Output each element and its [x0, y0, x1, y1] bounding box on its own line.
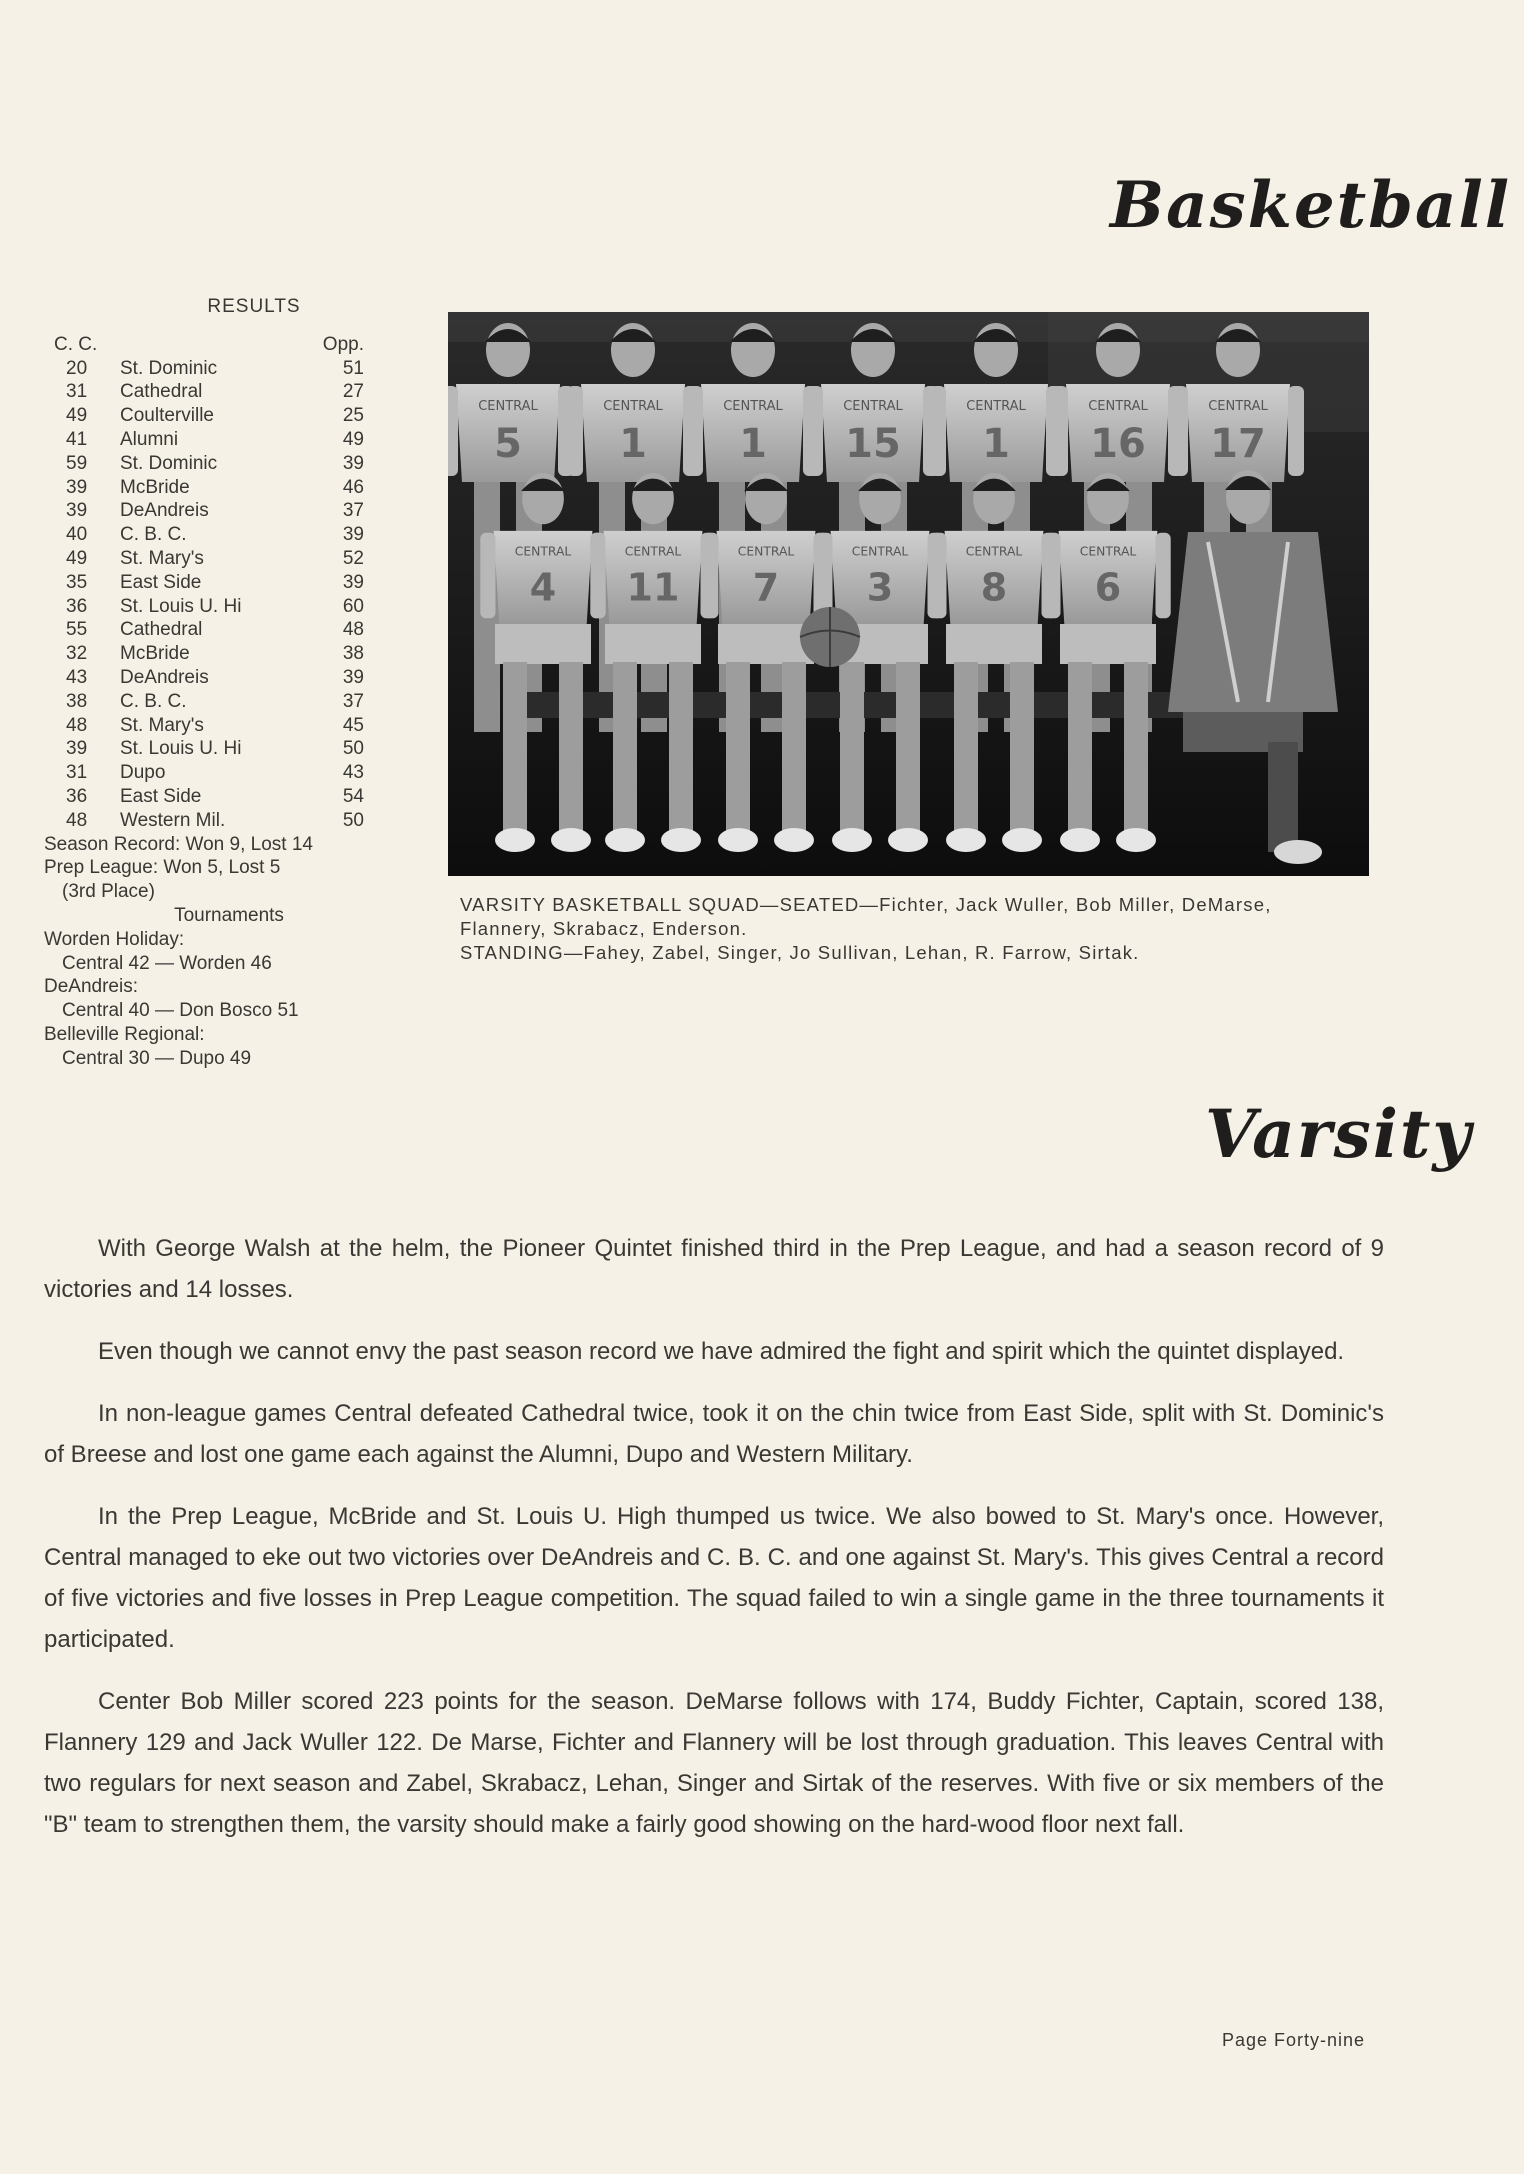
paragraph-1: With George Walsh at the helm, the Pioneer Quintet finished third in the Prep League, and had a season record of 9 victories and 14 losses. [44, 1235, 1384, 1303]
jersey-lettering: CENTRAL [624, 544, 682, 559]
jersey-number: 15 [845, 421, 901, 467]
central-score: 35 [66, 571, 88, 593]
jersey-lettering: CENTRAL [478, 399, 538, 414]
opponent-name: St. Louis U. Hi [120, 738, 242, 760]
tournament-2-name: DeAndreis: [44, 976, 138, 998]
game-row [44, 737, 364, 761]
central-score: 31 [66, 381, 88, 403]
jersey-lettering: CENTRAL [723, 399, 783, 414]
opponent-name: DeAndreis [120, 500, 209, 522]
prep-league-record: Prep League: Won 5, Lost 5 [44, 857, 281, 879]
opponent-score: 25 [342, 405, 364, 427]
caption-line-2: Flannery, Skrabacz, Enderson. [460, 918, 748, 939]
jersey-lettering: CENTRAL [1079, 544, 1137, 559]
central-score: 39 [66, 476, 88, 498]
opponent-name: East Side [120, 571, 202, 593]
opponent-name: McBride [120, 476, 190, 498]
game-row [44, 690, 364, 714]
opponent-name: St. Mary's [120, 714, 204, 736]
prep-league-place: (3rd Place) [62, 881, 155, 903]
paragraph-2: Even though we cannot envy the past season record we have admired the fight and spirit which the quintet displayed. [98, 1338, 1345, 1365]
game-row [44, 499, 364, 523]
opponent-score: 46 [342, 476, 364, 498]
tournament-1-result: Central 42 — Worden 46 [62, 952, 272, 974]
opponent-score: 54 [342, 785, 364, 807]
jersey-number: 1 [982, 421, 1010, 467]
opponent-score: 37 [342, 690, 364, 712]
team-photo [448, 312, 1369, 876]
central-score: 36 [66, 785, 88, 807]
team-photo-illustration [448, 312, 1369, 876]
opponent-name: Alumni [120, 428, 179, 450]
central-score: 41 [66, 428, 88, 450]
central-score: 39 [66, 500, 88, 522]
opponent-name: DeAndreis [120, 666, 209, 688]
cc-column-header: C. C. [54, 333, 98, 355]
game-row [44, 476, 364, 500]
jersey-lettering: CENTRAL [851, 544, 909, 559]
tournament-1-name: Worden Holiday: [44, 928, 185, 950]
tournament-3-result: Central 30 — Dupo 49 [62, 1047, 252, 1069]
central-score: 49 [66, 405, 88, 427]
jersey-lettering: CENTRAL [965, 544, 1023, 559]
jersey-lettering: CENTRAL [1088, 399, 1148, 414]
season-record: Season Record: Won 9, Lost 14 [44, 833, 313, 855]
jersey-lettering: CENTRAL [737, 544, 795, 559]
subsection-title: Varsity [1205, 1095, 1473, 1173]
paragraph-3: In non-league games Central defeated Cathedral twice, took it on the chin twice from East Side, split with St. Dominic's of Breese and lost one game each against the Alumni, Dupo and Western Military. [44, 1400, 1384, 1468]
opponent-score: 43 [342, 762, 364, 784]
jersey-number: 6 [1094, 565, 1122, 610]
jersey-number: 3 [866, 565, 894, 610]
section-title: Basketball [1110, 168, 1512, 243]
central-score: 31 [66, 762, 88, 784]
opponent-score: 37 [342, 500, 364, 522]
jersey-number: 17 [1210, 421, 1266, 467]
article-body [44, 1228, 1384, 1866]
jersey-number: 7 [752, 565, 780, 610]
opponent-name: St. Dominic [120, 357, 218, 379]
opponent-name: St. Louis U. Hi [120, 595, 242, 617]
game-row [44, 380, 364, 404]
game-row [44, 714, 364, 738]
game-row [44, 785, 364, 809]
opponent-score: 48 [342, 619, 364, 641]
jersey-lettering: CENTRAL [514, 544, 572, 559]
central-score: 38 [66, 690, 88, 712]
tournament-2-result: Central 40 — Don Bosco 51 [62, 1000, 299, 1022]
game-row [44, 571, 364, 595]
results-heading: RESULTS [207, 296, 301, 317]
jersey-lettering: CENTRAL [843, 399, 903, 414]
opponent-name: St. Mary's [120, 547, 204, 569]
central-score: 59 [66, 452, 88, 474]
jersey-number: 4 [529, 565, 557, 610]
opponent-score: 39 [342, 524, 364, 546]
results-column-headers [44, 333, 364, 357]
opponent-score: 60 [342, 595, 364, 617]
central-score: 32 [66, 643, 88, 665]
central-score: 40 [66, 524, 88, 546]
opponent-score: 52 [342, 547, 364, 569]
central-score: 55 [66, 619, 88, 641]
page-number: Page Forty-nine [1222, 2030, 1366, 2050]
opponent-name: East Side [120, 785, 202, 807]
opponent-score: 49 [342, 428, 364, 450]
game-row [44, 404, 364, 428]
opponent-score: 39 [342, 666, 364, 688]
central-score: 39 [66, 738, 88, 760]
game-row [44, 547, 364, 571]
central-score: 20 [66, 357, 88, 379]
opponent-score: 50 [342, 738, 364, 760]
game-row [44, 452, 364, 476]
tournament-3-name: Belleville Regional: [44, 1023, 205, 1045]
central-score: 48 [66, 809, 88, 831]
opponent-score: 39 [342, 452, 364, 474]
jersey-number: 8 [980, 565, 1008, 610]
opponent-score: 50 [342, 809, 364, 831]
opponent-name: St. Dominic [120, 452, 218, 474]
caption-line-3: STANDING—Fahey, Zabel, Singer, Jo Sullivan, Lehan, R. Farrow, Sirtak. [460, 942, 1140, 963]
jersey-lettering: CENTRAL [1208, 399, 1268, 414]
game-row [44, 357, 364, 381]
opponent-name: C. B. C. [120, 524, 187, 546]
opponent-score: 27 [342, 381, 364, 403]
photo-caption [460, 893, 1380, 965]
game-row [44, 666, 364, 690]
caption-line-1: VARSITY BASKETBALL SQUAD—SEATED—Fichter, Jack Wuller, Bob Miller, DeMarse, [460, 894, 1272, 915]
jersey-number: 16 [1090, 421, 1146, 467]
paragraph-5: Center Bob Miller scored 223 points for the season. DeMarse follows with 174, Buddy Fichter, Captain, scored 138, Flannery 129 and Jack Wuller 122. De Marse, Fichter and Flannery will be lost through graduation. This leaves Central with two regulars for next season and Zabel, Skrabacz, Lehan, Singer and Sirtak of the reserves. With five or six members of the "B" team to strengthen them, the varsity should make a fairly good showing on the hard-wood floor next fall. [44, 1688, 1384, 1838]
opponent-name: C. B. C. [120, 690, 187, 712]
opponent-score: 38 [342, 643, 364, 665]
results-column [44, 295, 374, 1071]
opponent-name: Dupo [120, 762, 166, 784]
paragraph-4: In the Prep League, McBride and St. Louis U. High thumped us twice. We also bowed to St. Mary's once. However, Central managed to eke out two victories over DeAndreis and C. B. C. and one against St. Mary's. This gives Central a record of five victories and five losses in Prep League competition. The squad failed to win a single game in the three tournaments it participated. [44, 1503, 1384, 1653]
jersey-number: 1 [739, 421, 767, 467]
central-score: 49 [66, 547, 88, 569]
opponent-name: Western Mil. [120, 809, 226, 831]
jersey-lettering: CENTRAL [966, 399, 1026, 414]
game-row [44, 428, 364, 452]
opponent-name: McBride [120, 643, 190, 665]
central-score: 48 [66, 714, 88, 736]
opponent-score: 39 [342, 571, 364, 593]
opponent-name: Cathedral [120, 381, 203, 403]
opponent-score: 45 [342, 714, 364, 736]
tournaments-heading: Tournaments [174, 904, 284, 926]
central-score: 36 [66, 595, 88, 617]
jersey-number: 5 [494, 421, 522, 467]
opponent-name: Coulterville [120, 405, 214, 427]
game-row [44, 618, 364, 642]
game-row [44, 523, 364, 547]
jersey-lettering: CENTRAL [603, 399, 663, 414]
jersey-number: 1 [619, 421, 647, 467]
game-row [44, 595, 364, 619]
opponent-name: Cathedral [120, 619, 203, 641]
opp-column-header: Opp. [322, 333, 364, 355]
game-row [44, 642, 364, 666]
central-score: 43 [66, 666, 88, 688]
game-row [44, 809, 364, 833]
game-row [44, 761, 364, 785]
opponent-score: 51 [342, 357, 364, 379]
games-list [44, 357, 374, 833]
jersey-number: 11 [626, 565, 680, 610]
